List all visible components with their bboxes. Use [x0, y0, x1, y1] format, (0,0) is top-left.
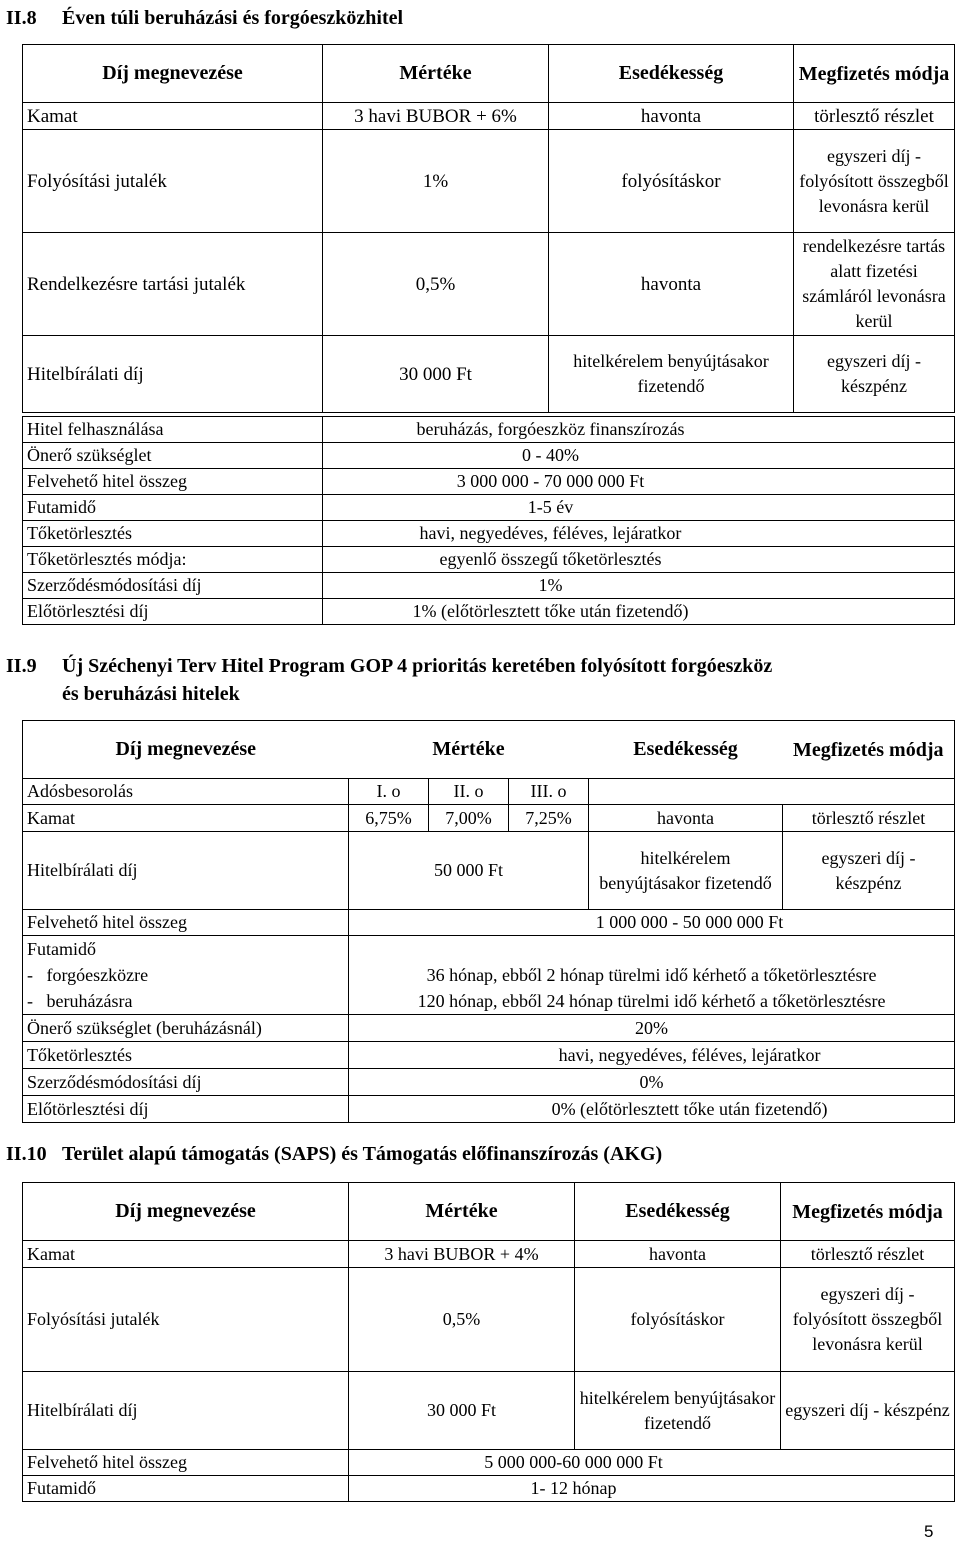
section-number: II.10 — [6, 1143, 47, 1165]
section-heading-line1: Új Széchenyi Terv Hitel Program GOP 4 prioritás keretében folyósított forgóeszköz — [62, 655, 773, 677]
cell: törlesztő részlet — [781, 1241, 955, 1268]
cell: havi, negyedéves, féléves, lejáratkor — [323, 521, 955, 547]
cell: 0,5% — [323, 233, 549, 336]
cell: Kamat — [23, 805, 349, 832]
cell: törlesztő részlet — [794, 103, 955, 130]
section-number: II.8 — [6, 7, 37, 29]
cell: 1 000 000 - 50 000 000 Ft — [349, 910, 955, 936]
cell: folyósításkor — [549, 130, 794, 233]
cell: 0,5% — [349, 1268, 575, 1372]
table-ii8-info — [22, 416, 955, 625]
cell: 5 000 000-60 000 000 Ft — [349, 1450, 955, 1476]
table-ii9 — [22, 720, 955, 1123]
cell: 0% (előtörlesztett tőke után fizetendő) — [349, 1096, 955, 1123]
cell: havi, negyedéves, féléves, lejáratkor — [349, 1042, 955, 1069]
cell: Folyósítási jutalék — [23, 130, 323, 233]
section-title-ii8 — [6, 6, 403, 30]
section-heading-line2: és beruházási hitelek — [62, 683, 240, 705]
rating-class: I. o — [349, 779, 429, 805]
cell: havonta — [549, 103, 794, 130]
cell: Előtörlesztési díj — [23, 1096, 349, 1123]
cell: rendelkezésre tartás alatt fizetési számláról levonásra kerül — [794, 233, 955, 336]
table-row — [23, 1015, 955, 1042]
cell: beruházás, forgóeszköz finanszírozás — [323, 417, 955, 443]
cell: hitelkérelem benyújtásakor fizetendő — [589, 832, 783, 910]
table-row — [23, 417, 955, 443]
table-ii8-fees — [22, 44, 955, 413]
cell: Hitelbírálati díj — [23, 1372, 349, 1450]
cell: havonta — [575, 1241, 781, 1268]
rating-class: III. o — [509, 779, 589, 805]
table-row — [23, 103, 955, 130]
cell: törlesztő részlet — [783, 805, 955, 832]
table-row — [23, 1069, 955, 1096]
cell: 1- 12 hónap — [349, 1476, 955, 1502]
table-header-row — [23, 45, 955, 103]
table-row — [23, 130, 955, 233]
cell: Szerződésmódosítási díj — [23, 1069, 349, 1096]
cell: 1-5 év — [323, 495, 955, 521]
table-row — [23, 233, 955, 336]
cell: Hitel felhasználása — [23, 417, 323, 443]
cell: egyenlő összegű tőketörlesztés — [323, 547, 955, 573]
cell: 3 havi BUBOR + 4% — [349, 1241, 575, 1268]
cell: 1% — [323, 573, 955, 599]
table-header-row — [23, 721, 955, 779]
header-amount: Mértéke — [323, 45, 549, 103]
cell: egyszeri díj - készpénz — [781, 1372, 955, 1450]
cell: egyszeri díj - folyósított összegből levonásra kerül — [794, 130, 955, 233]
header-fee-name: Díj megnevezése — [23, 1183, 349, 1241]
cell: 3 000 000 - 70 000 000 Ft — [323, 469, 955, 495]
header-fee-name: Díj megnevezése — [23, 45, 323, 103]
table-row — [23, 336, 955, 413]
header-due: Esedékesség — [575, 1183, 781, 1241]
header-payment: Megfizetés módja — [781, 1183, 955, 1241]
cell: 30 000 Ft — [349, 1372, 575, 1450]
table-row — [23, 1372, 955, 1450]
header-payment: Megfizetés módja — [783, 721, 955, 779]
cell: Előtörlesztési díj — [23, 599, 323, 625]
cell: Felvehető hitel összeg — [23, 469, 323, 495]
futamido-value: 36 hónap, ebből 2 hónap türelmi idő kérhető a tőketörlesztésre — [426, 965, 877, 985]
cell: 1% (előtörlesztett tőke után fizetendő) — [323, 599, 955, 625]
cell: Önerő szükséglet — [23, 443, 323, 469]
section-heading: Éven túli beruházási és forgóeszközhitel — [62, 7, 404, 29]
header-payment: Megfizetés módja — [794, 45, 955, 103]
cell: Tőketörlesztés módja: — [23, 547, 323, 573]
table-row — [23, 599, 955, 625]
table-row — [23, 547, 955, 573]
cell: egyszeri díj - folyósított összegből levonásra kerül — [781, 1268, 955, 1372]
cell: egyszeri díj - készpénz — [783, 832, 955, 910]
cell: havonta — [549, 233, 794, 336]
cell: 50 000 Ft — [349, 832, 589, 910]
cell: Szerződésmódosítási díj — [23, 573, 323, 599]
header-amount: Mértéke — [349, 721, 589, 779]
table-row — [23, 779, 955, 805]
section-title-ii9 — [6, 654, 956, 706]
cell: Rendelkezésre tartási jutalék — [23, 233, 323, 336]
cell: Folyósítási jutalék — [23, 1268, 349, 1372]
cell: Kamat — [23, 103, 323, 130]
section-heading: Terület alapú támogatás (SAPS) és Támogatás előfinanszírozás (AKG) — [62, 1143, 663, 1165]
table-row — [23, 1450, 955, 1476]
table-row — [23, 936, 955, 1015]
cell: 30 000 Ft — [323, 336, 549, 413]
table-row — [23, 469, 955, 495]
table-row — [23, 1241, 955, 1268]
cell: Kamat — [23, 1241, 349, 1268]
header-due: Esedékesség — [549, 45, 794, 103]
cell: Felvehető hitel összeg — [23, 1450, 349, 1476]
cell: 0% — [349, 1069, 955, 1096]
table-header-row — [23, 1183, 955, 1241]
cell: 7,25% — [509, 805, 589, 832]
cell: Hitelbírálati díj — [23, 336, 323, 413]
header-fee-name: Díj megnevezése — [23, 721, 349, 779]
table-ii10 — [22, 1182, 955, 1502]
rating-label: Adósbesorolás — [23, 779, 349, 805]
table-row — [23, 573, 955, 599]
futamido-value: 120 hónap, ebből 24 hónap türelmi idő kérhető a tőketörlesztésre — [417, 991, 886, 1011]
cell: havonta — [589, 805, 783, 832]
futamido-sub: - beruházásra — [27, 991, 133, 1011]
section-number: II.9 — [6, 655, 37, 677]
futamido-values — [349, 936, 955, 1015]
cell: 3 havi BUBOR + 6% — [323, 103, 549, 130]
cell: hitelkérelem benyújtásakor fizetendő — [549, 336, 794, 413]
table-row — [23, 495, 955, 521]
cell: 7,00% — [429, 805, 509, 832]
table-row — [23, 1268, 955, 1372]
header-due: Esedékesség — [589, 721, 783, 779]
cell: Tőketörlesztés — [23, 521, 323, 547]
cell: 20% — [349, 1015, 955, 1042]
table-row — [23, 910, 955, 936]
cell: folyósításkor — [575, 1268, 781, 1372]
cell: 1% — [323, 130, 549, 233]
table-row — [23, 1476, 955, 1502]
cell: Önerő szükséglet (beruházásnál) — [23, 1015, 349, 1042]
header-amount: Mértéke — [349, 1183, 575, 1241]
table-row — [23, 521, 955, 547]
cell: 0 - 40% — [323, 443, 955, 469]
table-row — [23, 805, 955, 832]
cell: hitelkérelem benyújtásakor fizetendő — [575, 1372, 781, 1450]
cell: 6,75% — [349, 805, 429, 832]
cell: Hitelbírálati díj — [23, 832, 349, 910]
rating-class: II. o — [429, 779, 509, 805]
cell: Futamidő — [23, 495, 323, 521]
cell — [589, 779, 783, 805]
cell: Tőketörlesztés — [23, 1042, 349, 1069]
futamido-cell — [23, 936, 349, 1015]
table-row — [23, 832, 955, 910]
table-row — [23, 443, 955, 469]
cell: Futamidő — [23, 1476, 349, 1502]
section-title-ii10 — [6, 1142, 662, 1166]
page-number: 5 — [924, 1522, 934, 1541]
futamido-sub: - forgóeszközre — [27, 965, 149, 985]
futamido-label: Futamidő — [27, 939, 97, 959]
cell — [783, 779, 955, 805]
cell: egyszeri díj - készpénz — [794, 336, 955, 413]
table-row — [23, 1042, 955, 1069]
cell: Felvehető hitel összeg — [23, 910, 349, 936]
table-row — [23, 1096, 955, 1123]
